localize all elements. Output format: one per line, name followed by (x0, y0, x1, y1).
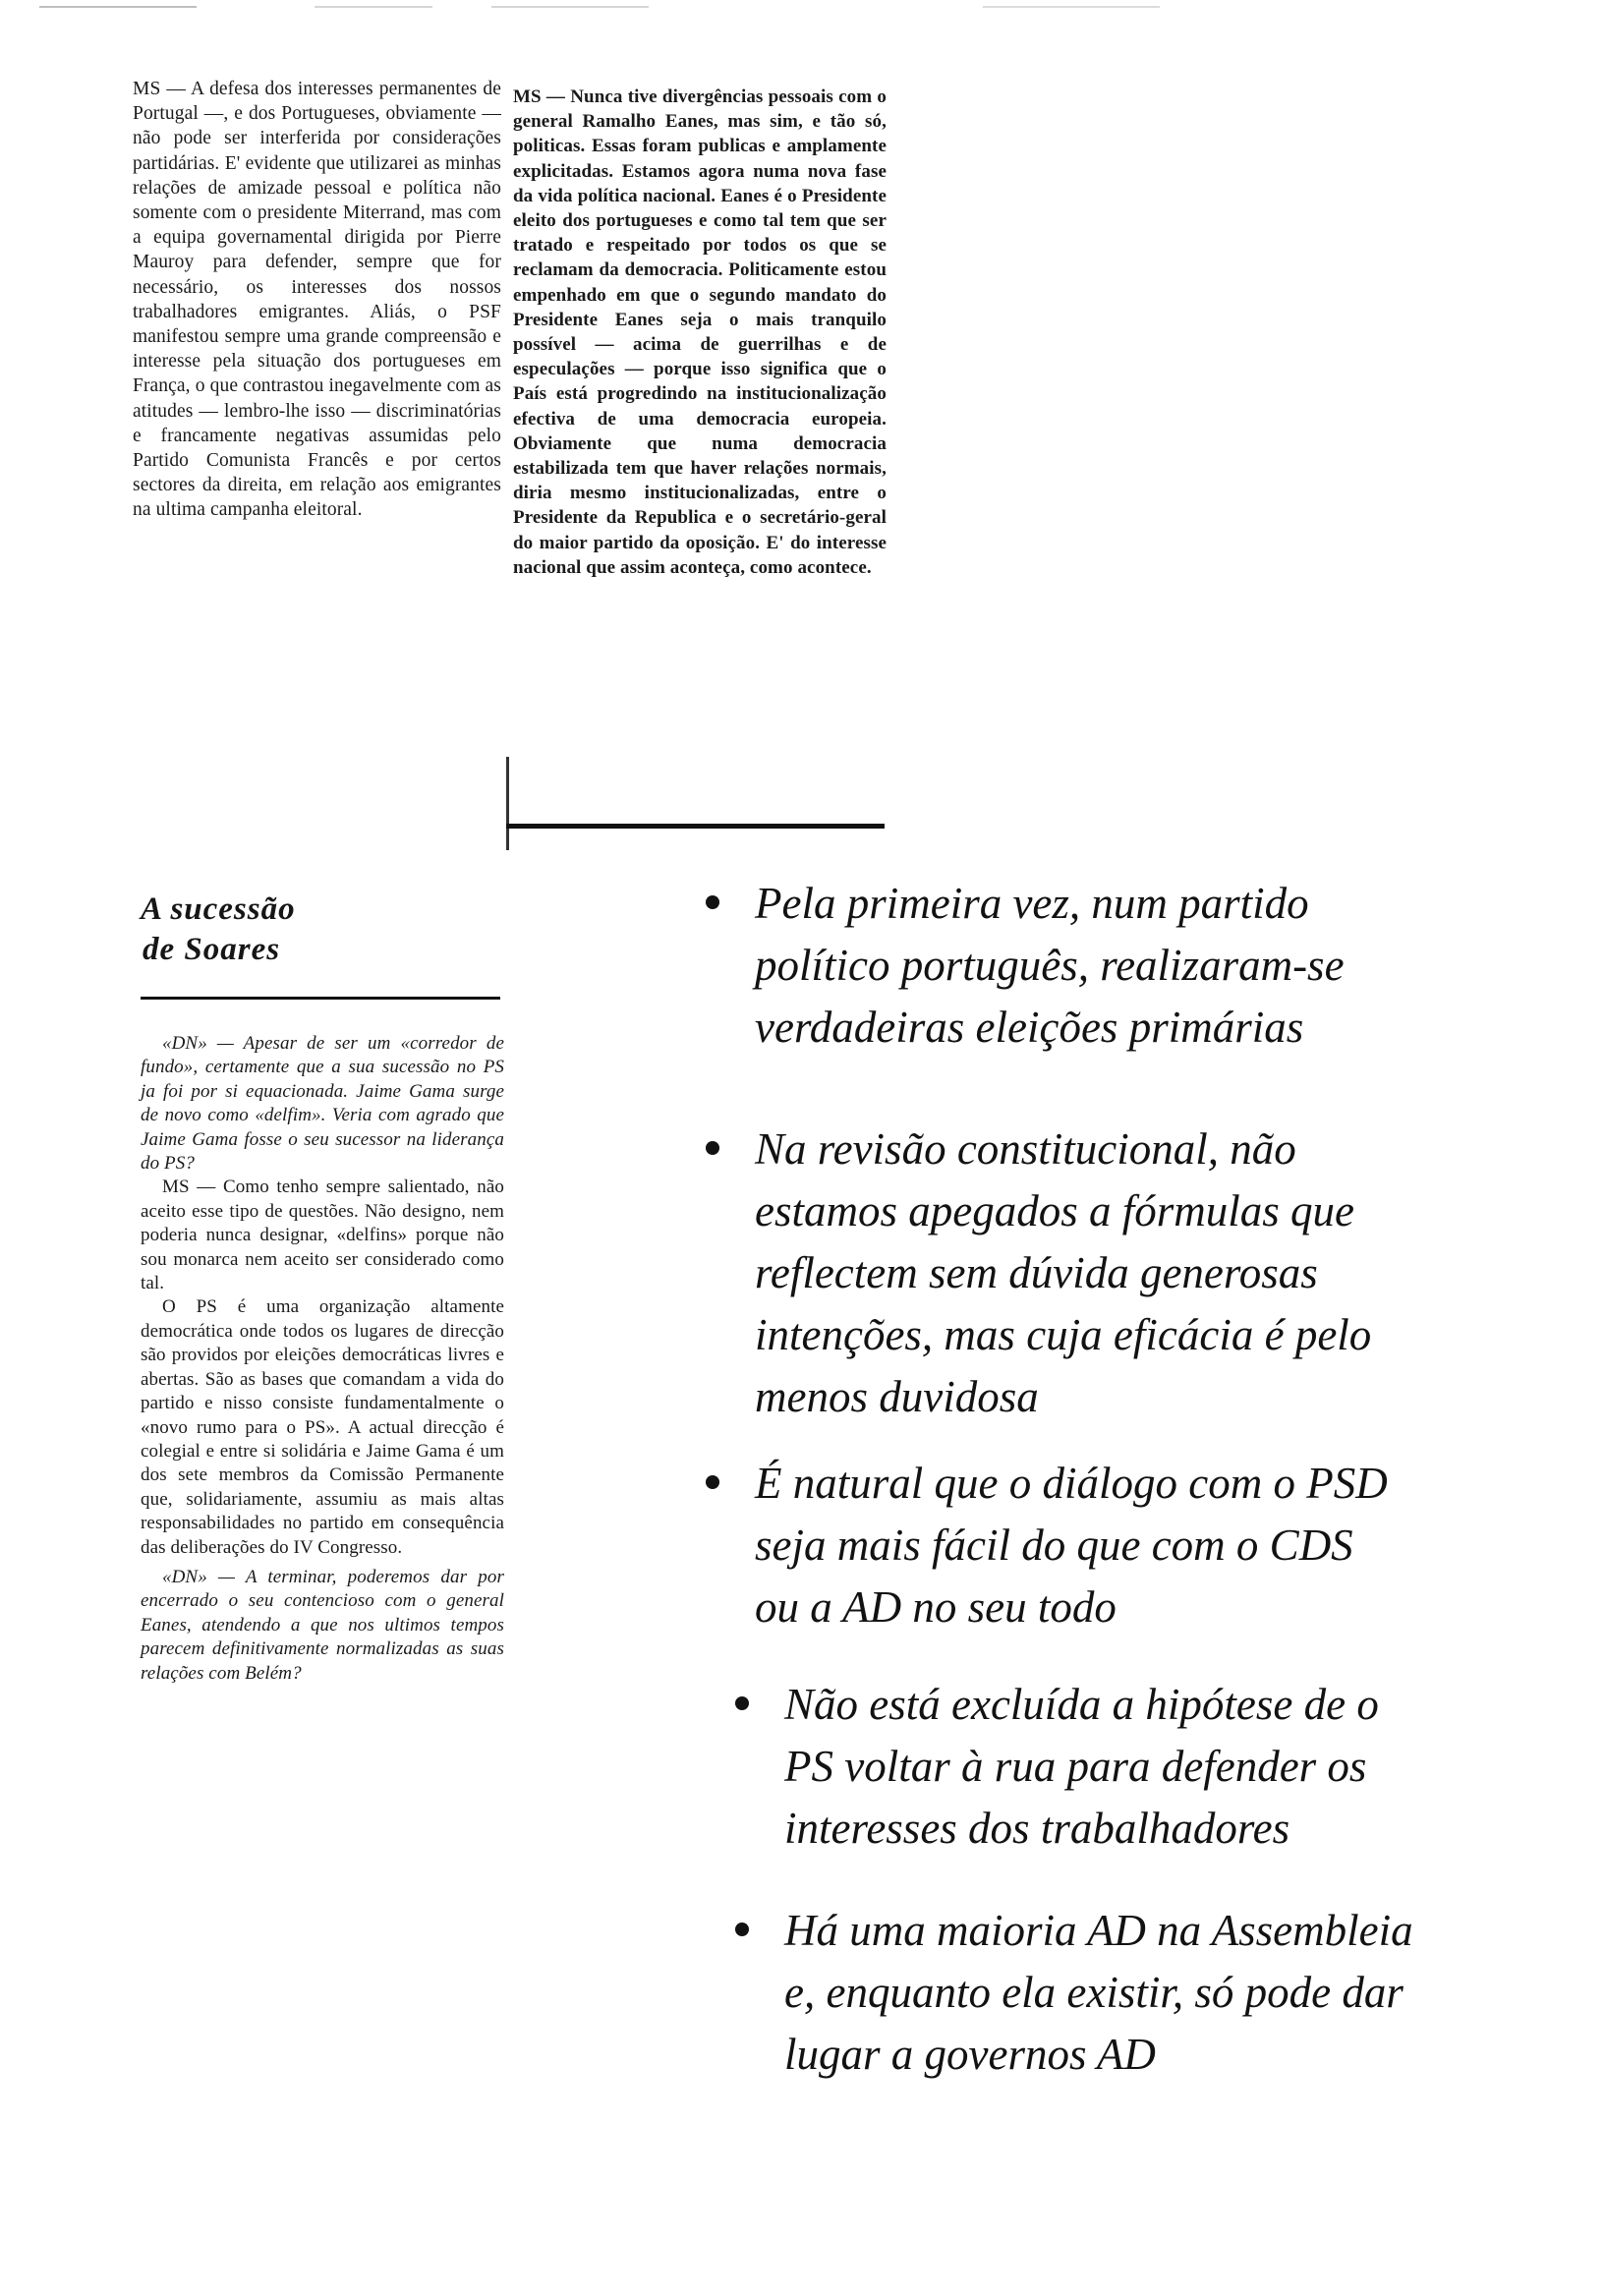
scan-edge (39, 6, 197, 8)
highlight-quote (742, 1900, 1430, 2086)
section-heading-line: de Soares (143, 932, 281, 967)
highlight-quote (742, 1674, 1430, 1860)
column-end-rule (506, 824, 885, 829)
section-heading (141, 890, 435, 970)
scan-edge (983, 6, 1160, 8)
highlight-quote-text: Não está excluída a hipótese de o PS voltar à rua para defender os interesses dos trabalhadores (784, 1680, 1379, 1853)
scan-edge (315, 6, 432, 8)
bullet-icon (735, 1923, 749, 1936)
answer-paragraph: MS — Nunca tive divergências pessoais com o general Ramalho Eanes, mas sim, e tão só, politicas. Essas foram publicas e amplamente explicitadas. Estamos agora numa nova fase da vida política nacional. Eanes é o Presidente eleito dos portugueses e como tal tem que ser tratado e respeitado por todos os que se reclamam da democracia. Politicamente estou empenhado em que o segundo mandato do Presidente Eanes seja o mais tranquilo possível — acima de guerrilhas e de especulações — porque isso significa que o País está progredindo na institucionalização efectiva de uma democracia europeia. Obviamente que numa democracia estabilizada tem que haver relações normais, diria mesmo institucionalizadas, entre o Presidente da Republica e o secretário-geral do maior partido da oposição. E' do interesse nacional que assim aconteça, como acontece. (513, 86, 887, 578)
highlight-quote (713, 1119, 1401, 1428)
bullet-icon (706, 1475, 719, 1489)
column-divider (506, 757, 509, 850)
highlight-quote-text: Pela primeira vez, num partido político português, realizaram-se verdadeiras eleições primárias (755, 879, 1345, 1052)
article-column-right (513, 85, 887, 580)
section-heading-line: A sucessão (141, 891, 296, 927)
highlight-quote (713, 873, 1401, 1059)
question-paragraph (141, 1032, 504, 1176)
answer-paragraph: O PS é uma organização altamente democrática onde todos os lugares de direcção são providos por eleições democráticas livres e abertas. São as bases que comandam a vida do partido e nisso consiste fundamentalmente o «novo rumo para o PS». A actual direcção é colegial e entre si solidária e Jaime Gama é um dos sete membros da Comissão Permanente que, solidariamente, assumiu as mais altas responsabilidades no partido em consequência das deliberações do IV Congresso. (141, 1296, 504, 1558)
answer-paragraph: MS — A defesa dos interesses permanentes de Portugal —, e dos Portugueses, obviamente — não pode ser interferida por considerações partidárias. E' evidente que utilizarei as minhas relações de amizade pessoal e política não somente com o presidente Miterrand, mas com a equipa governamental dirigida por Pierre Mauroy para defender, sempre que for necessário, os interesses dos nossos trabalhadores emigrantes. Aliás, o PSF manifestou sempre uma grande compreensão e interesse pela situação dos portugueses em França, o que contrastou inegavelmente com as atitudes — lembro-lhe isso — discriminatórias e francamente negativas assumidas pelo Partido Comunista Francês e por certos sectores da direita, em relação aos emigrantes na ultima campanha eleitoral. (133, 79, 501, 521)
question-text: «DN» — A terminar, poderemos dar por encerrado o seu contencioso com o general Eanes, atendendo a que nos ultimos tempos parecem definitivamente normalizadas as suas relações com Belém? (141, 1566, 504, 1684)
highlight-quote (713, 1453, 1401, 1638)
question-text: «DN» — Apesar de ser um «corredor de fundo», certamente que a sua sucessão no PS ja foi por si equacionada. Jaime Gama surge de novo como «delfim». Veria com agrado que Jaime Gama fosse o seu sucessor na liderança do PS? (141, 1033, 504, 1175)
section-heading-rule (141, 997, 500, 1000)
bullet-icon (706, 1141, 719, 1155)
article-column-left (133, 77, 501, 523)
question-paragraph (141, 1566, 504, 1686)
bullet-icon (735, 1696, 749, 1710)
scan-edge (491, 6, 649, 8)
highlight-quote-text: Na revisão constitucional, não estamos apegados a fórmulas que reflectem sem dúvida generosas intenções, mas cuja eficácia é pelo menos duvidosa (755, 1124, 1372, 1421)
highlight-quote-text: Há uma maioria AD na Assembleia e, enquanto ela existir, só pode dar lugar a governos AD (784, 1906, 1413, 2079)
answer-paragraph: MS — Como tenho sempre salientado, não aceito esse tipo de questões. Não designo, nem poderia nunca designar, «delfins» porque não sou monarca nem aceito ser considerado como tal. (141, 1177, 504, 1294)
bullet-icon (706, 895, 719, 909)
highlight-quote-text: É natural que o diálogo com o PSD seja mais fácil do que com o CDS ou a AD no seu todo (755, 1459, 1388, 1632)
article-column-bottom (141, 1032, 504, 1686)
